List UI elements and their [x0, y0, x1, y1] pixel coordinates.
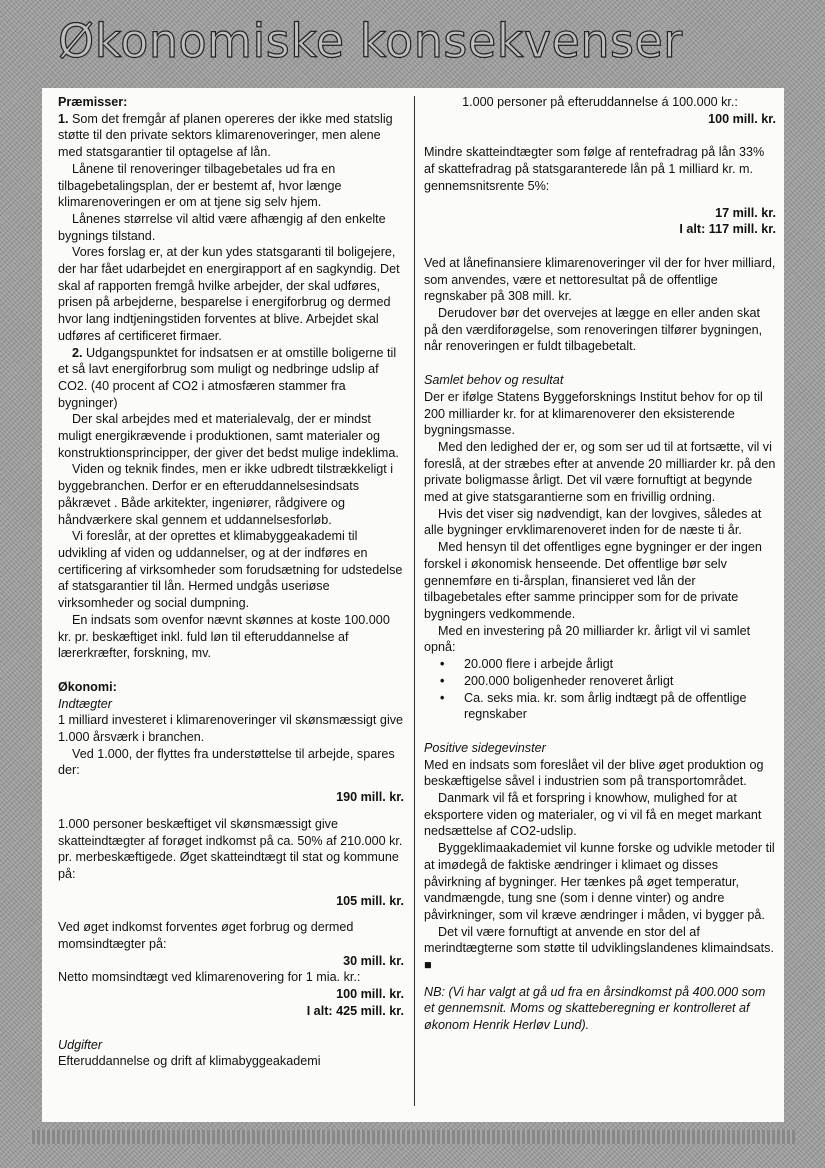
okonomi-heading: Økonomi: [58, 679, 117, 694]
amount: 190 mill. kr. [336, 790, 404, 805]
paragraph: Ved at lånefinansiere klimarenoveringer vil der for hver milliard, som anvendes, være et nettoresultat på de offentlige regnskaber på 308 mill. kr. [424, 255, 776, 304]
paragraph: Lånene til renoveringer tilbagebetales ud fra en tilbagebetalingsplan, der er bestemt af, hvor længe klimarenoveringen er om at tjene sig selv hjem. [58, 161, 342, 210]
paragraph: En indsats som ovenfor nævnt skønnes at koste 100.000 kr. pr. beskæftiget inkl. fuld løn til efteruddannelse af lærerkræfter, forskning, mv. [58, 612, 390, 661]
total-amount: I alt: 117 mill. kr. [679, 222, 776, 237]
paragraph: Der skal arbejdes med et materialevalg, der er mindst muligt energikrævende i produktionen, samt materialer og konstruktionsprincipper, der giver det bedst mulige indeklima. [58, 412, 399, 460]
premise-1 [58, 111, 404, 161]
right-column [424, 94, 776, 1034]
left-column [58, 94, 404, 1070]
paragraph: Vores forslag er, at der kun ydes statsgaranti til boligejere, der har fået udarbejdet en energirapport af en sagkyndig. Det skal af rapporten fremgå hvilke arbejder, der skal udføres, prisen på arbejderne, besparelse i energiforbrug og dermed hvor lang indtjeningstiden forventes at blive. Arbejdet skal udføres af certificeret firmaer. [58, 245, 400, 343]
udgifter-heading: Udgifter [58, 1037, 103, 1052]
premise-2-number: 2. [72, 345, 83, 360]
premise-1-text: Som det fremgår af planen opereres der ikke med statslig støtte til den private sektors klimarenoveringer, men alene med statsgarantier til optagelse af lån. [58, 111, 393, 160]
paragraph: Hvis det viser sig nødvendigt, kan der lovgives, således at alle bygninger ervklimarenoveret inden for de næste ti år. [424, 506, 762, 538]
paragraph: Med en indsats som foreslået vil der blive øget produktion og beskæftigelse såvel i industrien som på transportområdet. [424, 757, 764, 789]
paragraph-text: Det vil være fornuftigt at anvende en stor del af merindtægterne som støtte til udviklingslandenes klimaindsats. [424, 924, 774, 956]
positive-heading: Positive sidegevinster [424, 740, 546, 755]
amount: 100 mill. kr. [708, 111, 776, 126]
paragraph: 1.000 personer beskæftiget vil skønsmæssigt give skatteindtægter af forøget indkomst på ca. 50% af 210.000 kr. pr. merbeskæftigede. Øget skatteindtægt til stat og kommune på: [58, 816, 403, 881]
premise-2 [58, 345, 404, 412]
paragraph: Derudover bør det overvejes at lægge en eller anden skat på den værdiforøgelse, som renoveringen tilfører bygningen, når renoveringen er fuldt tilbagebetalt. [424, 306, 763, 354]
paragraph: Ved 1.000, der flyttes fra understøttelse til arbejde, spares der: [58, 746, 395, 778]
premise-1-number: 1. [58, 111, 69, 126]
paragraph: Der er ifølge Statens Byggeforsknings Institut behov for op til 200 milliarder kr. for at klimarenoverer den eksisterende bygningsmasse. [424, 389, 763, 438]
amount: 30 mill. kr. [343, 953, 404, 968]
paragraph: Med den ledighed der er, og som ser ud til at fortsætte, vil vi foreslå, at der stræbes efter at anvende 20 milliarder kr. på den private boligmasse årligt. Det vil være fornuftigt at begynde med at give statsgarantierne som en frivillig ordning. [424, 439, 776, 505]
nb-note: NB: (Vi har valgt at gå ud fra en årsindkomst på 400.000 som et gennemsnit. Moms og skatteberegning er kontrolleret af økonom Henrik Herløv Lund). [424, 984, 766, 1033]
page-title: Økonomiske konsekvenser [58, 14, 683, 68]
paragraph: Ved øget indkomst forventes øget forbrug og dermed momsindtægter på: [58, 920, 354, 952]
bottom-border [30, 1130, 795, 1144]
paragraph: Byggeklimaakademiet vil kunne forske og udvikle metoder til at imødegå de faktiske ændringer i klimaet og disses påvirkning af bygninger. Her tænkes på øget temperatur, vandmængde, tung sne (som i denne vinter) og andre påvirkninger, som vil kræve ændringer i måden, vi bygger på. [424, 841, 775, 922]
list-item: • 200.000 boligenheder renoveret årligt [464, 673, 776, 690]
column-divider [414, 96, 415, 1106]
paragraph: Vi foreslår, at der oprettes et klimabyggeakademi til udvikling af viden og uddannelser, og at der indføres en certificering af virksomheder som forudsætning for udstedelse af statsgarantier til lån. Hermed undgås useriøse virksomheder og social dumpning. [58, 529, 403, 611]
indtaegter-heading: Indtægter [58, 696, 112, 711]
paragraph: Efteruddannelse og drift af klimabyggeakademi [58, 1054, 321, 1069]
samlet-heading: Samlet behov og resultat [424, 373, 564, 388]
end-mark-icon: ■ [424, 958, 432, 973]
paragraph: Netto momsindtægt ved klimarenovering for 1 mia. kr.: [58, 970, 361, 985]
amount: 17 mill. kr. [715, 205, 776, 220]
premise-2-text: Udgangspunktet for indsatsen er at omstille boligerne til et så lavt energiforbrug som muligt og nedbringe udslip af CO2. (40 procent af CO2 i atmosfæren stammer fra bygninger) [58, 345, 397, 410]
article-panel [42, 88, 784, 1122]
amount: 105 mill. kr. [336, 893, 404, 908]
paragraph: 1 milliard investeret i klimarenoveringer vil skønsmæssigt give 1.000 årsværk i branchen. [58, 713, 404, 745]
results-list [424, 656, 776, 723]
paragraph: Med hensyn til det offentliges egne bygninger er der ingen forskel i økonomisk henseende. Det offentlige bør selv gennemføre en ti-årsplan, finansieret ved lån der tilbagebetales efter samme principper som for de private bygningers vedkommende. [424, 540, 762, 621]
premisser-heading: Præmisser: [58, 95, 128, 109]
paragraph: Viden og teknik findes, men er ikke udbredt tilstrækkeligt i byggebranchen. Derfor er en efteruddannelsesindsats påkrævet . Både arkitekter, ingeniører, rådgivere og håndværkere skal gennem et uddannelsesforløb. [58, 462, 394, 527]
paragraph: Mindre skatteindtægter som følge af rentefradrag på lån 33% af skattefradrag på statsgaranterede lån på 1 milliard kr. m. gennemsnitsrente 5%: [424, 145, 765, 193]
amount: 100 mill. kr. [336, 987, 404, 1002]
paragraph: Lånenes størrelse vil altid være afhængig af den enkelte bygnings tilstand. [58, 211, 386, 243]
list-item: • Ca. seks mia. kr. som årlig indtægt på de offentlige regnskaber [464, 690, 776, 723]
paragraph [424, 924, 776, 974]
paragraph: Danmark vil få et forspring i knowhow, mulighed for at eksportere viden og materialer, og vi vil få en meget markant nedsættelse af CO2-udslip. [424, 791, 762, 839]
list-item: • 20.000 flere i arbejde årligt [464, 656, 776, 673]
paragraph: 1.000 personer på efteruddannelse á 100.000 kr.: [462, 95, 738, 109]
paragraph: Med en investering på 20 milliarder kr. årligt vil vi samlet opnå: [424, 623, 751, 655]
total-amount: I alt: 425 mill. kr. [306, 1003, 404, 1018]
